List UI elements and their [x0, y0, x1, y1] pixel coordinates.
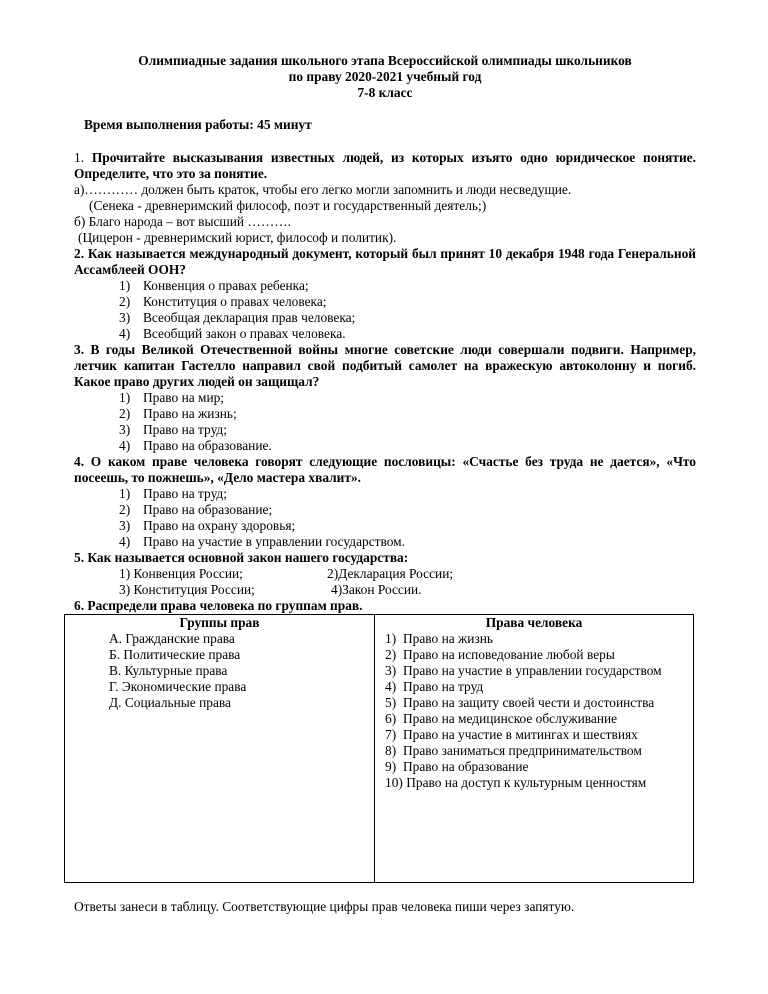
option-text: Конституция о правах человека;	[143, 294, 327, 309]
option-number: 1)	[119, 486, 131, 501]
question-1-number: 1.	[74, 150, 85, 165]
question-4-option	[74, 486, 696, 502]
question-5-row-1	[74, 566, 696, 582]
option-number: 4)	[119, 326, 131, 341]
question-4-text: 4. О каком праве человека говорят следующие пословицы: «Счастье без труда не дается», «Что посеешь, то пожнешь», «Дело мастера хвалит».	[74, 454, 696, 485]
question-4-options	[74, 486, 696, 550]
rights-column-header: Права человека	[485, 615, 583, 630]
question-5-option-4: 4)Закон России.	[331, 582, 422, 597]
right-number: 6)	[385, 711, 397, 726]
option-number: 2)	[119, 294, 131, 309]
question-5-option-2: 2)Декларация России;	[327, 566, 454, 581]
header-line-1: Олимпиадные задания школьного этапа Всероссийской олимпиады школьников	[138, 53, 632, 68]
human-right-item	[375, 631, 693, 647]
question-5-option-1: 1) Конвенция России;	[119, 566, 243, 581]
time-limit: Время выполнения работы: 45 минут	[84, 117, 312, 132]
question-3-options	[74, 390, 696, 454]
rights-list	[375, 631, 693, 791]
right-number: 9)	[385, 759, 397, 774]
option-text: Право на труд;	[143, 486, 227, 501]
groups-column	[65, 615, 374, 711]
right-text: Право на доступ к культурным ценностям	[406, 775, 647, 790]
option-number: 2)	[119, 406, 131, 421]
question-3-option	[74, 438, 696, 454]
right-number: 10)	[385, 775, 403, 790]
human-right-item	[375, 711, 693, 727]
option-text: Право на охрану здоровья;	[143, 518, 296, 533]
question-2-option	[74, 310, 696, 326]
question-1-text	[74, 150, 696, 182]
right-number: 7)	[385, 727, 397, 742]
rights-group-item: Г. Экономические права	[109, 679, 247, 694]
question-4-option	[74, 502, 696, 518]
option-text: Конвенция о правах ребенка;	[143, 278, 309, 293]
quote-a: а)………… должен быть краток, чтобы его легко могли запомнить и люди несведущие.	[74, 182, 572, 197]
question-3-option	[74, 422, 696, 438]
question-6	[74, 598, 696, 883]
right-text: Право заниматься предпринимательством	[403, 743, 642, 758]
rights-table	[64, 614, 694, 883]
rights-group-item: Б. Политические права	[109, 647, 241, 662]
groups-column-header: Группы прав	[179, 615, 260, 630]
right-text: Право на труд	[403, 679, 484, 694]
option-number: 2)	[119, 502, 131, 517]
rights-group-item: Д. Социальные права	[109, 695, 231, 710]
footer-instruction: Ответы занеси в таблицу. Соответствующие цифры прав человека пиши через запятую.	[74, 899, 575, 914]
question-5-option-3: 3) Конституция России;	[119, 582, 255, 597]
right-text: Право на образование	[403, 759, 529, 774]
right-number: 5)	[385, 695, 397, 710]
question-2-option	[74, 278, 696, 294]
human-right-item	[375, 775, 693, 791]
right-text: Право на жизнь	[403, 631, 494, 646]
option-number: 1)	[119, 390, 131, 405]
question-6-text: 6. Распредели права человека по группам прав.	[74, 598, 363, 613]
question-1	[74, 150, 696, 246]
rights-group-item: А. Гражданские права	[109, 631, 235, 646]
question-4	[74, 454, 696, 550]
right-number: 4)	[385, 679, 397, 694]
rights-group-item: В. Культурные права	[109, 663, 228, 678]
option-text: Право на образование.	[143, 438, 272, 453]
option-text: Право на труд;	[143, 422, 227, 437]
option-number: 4)	[119, 534, 131, 549]
right-number: 3)	[385, 663, 397, 678]
option-text: Всеобщая декларация прав человека;	[143, 310, 356, 325]
question-3-option	[74, 390, 696, 406]
question-4-option	[74, 534, 696, 550]
option-text: Право на участие в управлении государством.	[143, 534, 405, 549]
question-2-option	[74, 294, 696, 310]
question-2-options	[74, 278, 696, 342]
right-text: Право на участие в митингах и шествиях	[403, 727, 638, 742]
human-right-item	[375, 743, 693, 759]
human-right-item	[375, 695, 693, 711]
question-2	[74, 246, 696, 342]
option-number: 4)	[119, 438, 131, 453]
right-number: 2)	[385, 647, 397, 662]
quote-b: б) Благо народа – вот высший ……….	[74, 214, 291, 229]
header-line-3: 7-8 класс	[357, 85, 413, 100]
right-text: Право на участие в управлении государством	[403, 663, 662, 678]
right-text: Право на исповедование любой веры	[403, 647, 615, 662]
human-right-item	[375, 727, 693, 743]
human-right-item	[375, 647, 693, 663]
question-2-option	[74, 326, 696, 342]
question-1-prompt: Прочитайте высказывания известных людей, из которых изъято одно юридическое понятие. Определите, что это за понятие.	[74, 150, 696, 181]
question-5-row-2	[74, 582, 696, 598]
human-right-item	[375, 663, 693, 679]
option-number: 3)	[119, 518, 131, 533]
question-4-option	[74, 518, 696, 534]
question-3-text: 3. В годы Великой Отечественной войны многие советские люди совершали подвиги. Например, летчик капитан Гастелло направил свой подбитый самолет на вражескую автоколонну и погиб. Какое право других людей он защищал?	[74, 342, 696, 389]
human-right-item	[375, 759, 693, 775]
question-3	[74, 342, 696, 454]
option-number: 1)	[119, 278, 131, 293]
document-page	[74, 53, 696, 915]
header-line-2: по праву 2020-2021 учебный год	[288, 69, 482, 84]
quote-a-source: (Сенека - древнеримский философ, поэт и государственный деятель;)	[89, 198, 487, 213]
right-number: 8)	[385, 743, 397, 758]
quote-b-source: (Цицерон - древнеримский юрист, философ и политик).	[78, 230, 397, 245]
option-text: Право на образование;	[143, 502, 273, 517]
right-text: Право на медицинское обслуживание	[403, 711, 618, 726]
right-text: Право на защиту своей чести и достоинства	[403, 695, 655, 710]
question-2-text: 2. Как называется международный документ, который был принят 10 декабря 1948 года Генеральной Ассамблеей ООН?	[74, 246, 696, 277]
human-right-item	[375, 679, 693, 695]
question-5	[74, 550, 696, 598]
question-5-text: 5. Как называется основной закон нашего государства:	[74, 550, 409, 565]
option-text: Право на мир;	[143, 390, 225, 405]
option-text: Всеобщий закон о правах человека.	[143, 326, 346, 341]
option-text: Право на жизнь;	[143, 406, 237, 421]
question-3-option	[74, 406, 696, 422]
right-number: 1)	[385, 631, 397, 646]
rights-column	[375, 615, 693, 791]
option-number: 3)	[119, 422, 131, 437]
groups-list	[65, 631, 374, 711]
option-number: 3)	[119, 310, 131, 325]
